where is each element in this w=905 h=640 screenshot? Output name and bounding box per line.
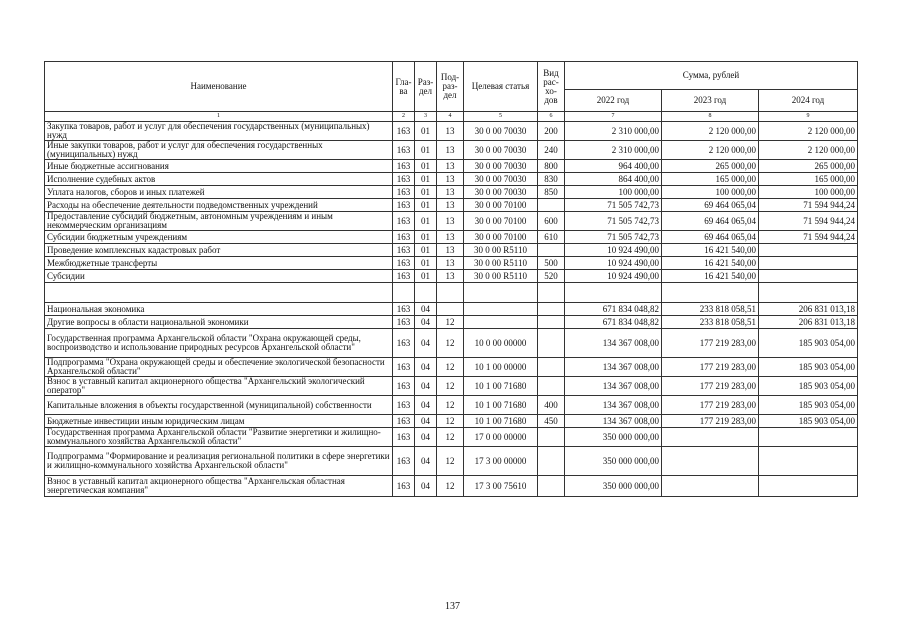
header-glava: Гла-ва: [393, 62, 415, 112]
table-row: [45, 173, 858, 186]
table-body: [45, 122, 858, 497]
row-razdel: 04: [415, 303, 437, 316]
row-name: Проведение комплексных кадастровых работ: [45, 244, 393, 257]
row-podrazdel: 13: [437, 244, 464, 257]
row-name: Взнос в уставный капитал акционерного общества "Архангельский экологический оператор": [45, 377, 393, 396]
row-sum-2022: 10 924 490,00: [565, 257, 662, 270]
table-row: [45, 329, 858, 358]
row-podrazdel: 13: [437, 141, 464, 160]
row-sum-2024: 185 903 054,00: [759, 396, 858, 415]
row-sum-2022: 964 400,00: [565, 160, 662, 173]
row-razdel: 01: [415, 173, 437, 186]
row-razdel: 01: [415, 270, 437, 283]
row-target-article: 30 0 00 70100: [464, 212, 538, 231]
row-podrazdel: 13: [437, 122, 464, 141]
row-podrazdel: 13: [437, 231, 464, 244]
table-row: [45, 257, 858, 270]
table-row: [45, 476, 858, 497]
row-sum-2022: 350 000 000,00: [565, 476, 662, 497]
row-glava: 163: [393, 186, 415, 199]
budget-table: [44, 61, 858, 497]
row-sum-2024: [759, 244, 858, 257]
column-number: 9: [759, 112, 858, 122]
table-row: [45, 212, 858, 231]
row-expense-type: [538, 244, 565, 257]
row-target-article: [464, 303, 538, 316]
row-sum-2024: 185 903 054,00: [759, 377, 858, 396]
row-target-article: 17 3 00 00000: [464, 447, 538, 476]
row-glava: 163: [393, 257, 415, 270]
row-podrazdel: 13: [437, 199, 464, 212]
row-glava: 163: [393, 244, 415, 257]
row-name: Исполнение судебных актов: [45, 173, 393, 186]
column-number: 5: [464, 112, 538, 122]
row-name: Уплата налогов, сборов и иных платежей: [45, 186, 393, 199]
row-sum-2022: 350 000 000,00: [565, 447, 662, 476]
row-sum-2024: 185 903 054,00: [759, 415, 858, 428]
table-row: [45, 186, 858, 199]
row-expense-type: 200: [538, 122, 565, 141]
row-expense-type: 610: [538, 231, 565, 244]
header-expense-type: Вид рас-хо-дов: [538, 62, 565, 112]
row-target-article: 10 1 00 71680: [464, 377, 538, 396]
row-podrazdel: 13: [437, 186, 464, 199]
column-number: 1: [45, 112, 393, 122]
row-podrazdel: [437, 303, 464, 316]
header-podrazdel: Под-раз-дел: [437, 62, 464, 112]
row-razdel: 04: [415, 476, 437, 497]
row-sum-2022: 10 924 490,00: [565, 270, 662, 283]
row-sum-2023: 16 421 540,00: [662, 257, 759, 270]
row-name: Подпрограмма "Формирование и реализация региональной политики в сфере энергетики и жилищно-коммунального хозяйства Архангельской области": [45, 447, 393, 476]
header-year-2022: 2022 год: [565, 90, 662, 112]
row-name: Иные бюджетные ассигнования: [45, 160, 393, 173]
row-glava: 163: [393, 476, 415, 497]
row-podrazdel: 12: [437, 316, 464, 329]
row-target-article: 30 0 00 R5110: [464, 244, 538, 257]
row-expense-type: 600: [538, 212, 565, 231]
row-sum-2023: 69 464 065,04: [662, 212, 759, 231]
row-expense-type: 520: [538, 270, 565, 283]
row-sum-2024: 206 831 013,18: [759, 303, 858, 316]
row-razdel: 01: [415, 244, 437, 257]
header-razdel: Раз-дел: [415, 62, 437, 112]
row-sum-2024: [759, 428, 858, 447]
row-name: Расходы на обеспечение деятельности подведомственных учреждений: [45, 199, 393, 212]
row-glava: [393, 283, 415, 303]
row-razdel: [415, 283, 437, 303]
row-razdel: 01: [415, 141, 437, 160]
row-razdel: 01: [415, 199, 437, 212]
row-target-article: [464, 283, 538, 303]
row-sum-2022: 134 367 008,00: [565, 329, 662, 358]
row-sum-2023: 177 219 283,00: [662, 329, 759, 358]
row-target-article: 17 0 00 00000: [464, 428, 538, 447]
row-sum-2022: 671 834 048,82: [565, 316, 662, 329]
row-sum-2023: 2 120 000,00: [662, 122, 759, 141]
row-expense-type: 830: [538, 173, 565, 186]
row-razdel: 04: [415, 415, 437, 428]
row-sum-2023: 177 219 283,00: [662, 377, 759, 396]
row-expense-type: [538, 358, 565, 377]
row-glava: 163: [393, 428, 415, 447]
row-target-article: 30 0 00 R5110: [464, 257, 538, 270]
row-sum-2022: 2 310 000,00: [565, 141, 662, 160]
row-podrazdel: 12: [437, 377, 464, 396]
table-row: [45, 428, 858, 447]
row-name: Субсидии бюджетным учреждениям: [45, 231, 393, 244]
row-sum-2023: 233 818 058,51: [662, 316, 759, 329]
row-sum-2022: 671 834 048,82: [565, 303, 662, 316]
row-sum-2024: 2 120 000,00: [759, 141, 858, 160]
row-expense-type: [538, 428, 565, 447]
row-glava: 163: [393, 303, 415, 316]
row-podrazdel: 13: [437, 212, 464, 231]
table-row: [45, 283, 858, 303]
row-glava: 163: [393, 141, 415, 160]
row-target-article: 17 3 00 75610: [464, 476, 538, 497]
row-sum-2022: 10 924 490,00: [565, 244, 662, 257]
row-expense-type: [538, 447, 565, 476]
row-target-article: 30 0 00 70100: [464, 199, 538, 212]
row-podrazdel: 13: [437, 173, 464, 186]
row-razdel: 04: [415, 316, 437, 329]
table-row: [45, 244, 858, 257]
row-podrazdel: 12: [437, 447, 464, 476]
row-sum-2023: 177 219 283,00: [662, 358, 759, 377]
row-sum-2024: [759, 476, 858, 497]
row-name: Государственная программа Архангельской области "Развитие энергетики и жилищно-коммунального хозяйства Архангельской области": [45, 428, 393, 447]
column-numbers-row: [45, 112, 858, 122]
row-name: Бюджетные инвестиции иным юридическим лицам: [45, 415, 393, 428]
row-expense-type: 450: [538, 415, 565, 428]
table-row: [45, 303, 858, 316]
row-target-article: 30 0 00 70100: [464, 231, 538, 244]
row-expense-type: [538, 329, 565, 358]
row-sum-2022: [565, 283, 662, 303]
row-sum-2024: 2 120 000,00: [759, 122, 858, 141]
row-razdel: 04: [415, 329, 437, 358]
row-name: Иные закупки товаров, работ и услуг для обеспечения государственных (муниципальных) нужд: [45, 141, 393, 160]
row-razdel: 01: [415, 160, 437, 173]
row-name: Подпрограмма "Охрана окружающей среды и обеспечение экологической безопасности Архангельской области": [45, 358, 393, 377]
row-sum-2023: [662, 447, 759, 476]
row-sum-2024: 165 000,00: [759, 173, 858, 186]
row-sum-2023: 2 120 000,00: [662, 141, 759, 160]
row-target-article: 10 0 00 00000: [464, 329, 538, 358]
row-sum-2024: [759, 447, 858, 476]
row-name: Субсидии: [45, 270, 393, 283]
row-razdel: 04: [415, 358, 437, 377]
row-sum-2022: 134 367 008,00: [565, 396, 662, 415]
row-razdel: 04: [415, 428, 437, 447]
table-row: [45, 141, 858, 160]
row-razdel: 04: [415, 396, 437, 415]
row-razdel: 01: [415, 212, 437, 231]
row-glava: 163: [393, 447, 415, 476]
table-row: [45, 415, 858, 428]
row-glava: 163: [393, 122, 415, 141]
row-name: Другие вопросы в области национальной экономики: [45, 316, 393, 329]
header-sum: Сумма, рублей: [565, 62, 858, 90]
row-expense-type: [538, 316, 565, 329]
row-target-article: 10 1 00 71680: [464, 415, 538, 428]
row-glava: 163: [393, 173, 415, 186]
row-target-article: 30 0 00 70030: [464, 160, 538, 173]
row-razdel: 04: [415, 447, 437, 476]
row-name: [45, 283, 393, 303]
page-number: 137: [445, 601, 460, 612]
table-row: [45, 358, 858, 377]
row-expense-type: [538, 377, 565, 396]
row-sum-2022: 100 000,00: [565, 186, 662, 199]
row-sum-2024: 185 903 054,00: [759, 329, 858, 358]
row-razdel: 04: [415, 377, 437, 396]
column-number: 8: [662, 112, 759, 122]
row-target-article: 30 0 00 70030: [464, 173, 538, 186]
row-expense-type: [538, 303, 565, 316]
row-podrazdel: 12: [437, 476, 464, 497]
row-sum-2022: 71 505 742,73: [565, 199, 662, 212]
row-expense-type: 850: [538, 186, 565, 199]
row-sum-2022: 71 505 742,73: [565, 212, 662, 231]
row-sum-2024: 100 000,00: [759, 186, 858, 199]
header-year-2023: 2023 год: [662, 90, 759, 112]
row-sum-2023: 265 000,00: [662, 160, 759, 173]
row-podrazdel: [437, 283, 464, 303]
row-sum-2022: 864 400,00: [565, 173, 662, 186]
row-sum-2024: 71 594 944,24: [759, 212, 858, 231]
row-target-article: [464, 316, 538, 329]
column-number: 4: [437, 112, 464, 122]
header-target-article: Целевая статья: [464, 62, 538, 112]
row-expense-type: 400: [538, 396, 565, 415]
row-glava: 163: [393, 415, 415, 428]
row-sum-2023: [662, 476, 759, 497]
row-target-article: 30 0 00 70030: [464, 141, 538, 160]
row-podrazdel: 13: [437, 257, 464, 270]
row-podrazdel: 12: [437, 428, 464, 447]
table-row: [45, 396, 858, 415]
row-sum-2022: 350 000 000,00: [565, 428, 662, 447]
row-target-article: 30 0 00 R5110: [464, 270, 538, 283]
row-glava: 163: [393, 358, 415, 377]
row-target-article: 30 0 00 70030: [464, 186, 538, 199]
row-sum-2024: [759, 283, 858, 303]
row-sum-2023: 69 464 065,04: [662, 231, 759, 244]
row-glava: 163: [393, 329, 415, 358]
row-sum-2023: 177 219 283,00: [662, 415, 759, 428]
table-row: [45, 377, 858, 396]
row-glava: 163: [393, 377, 415, 396]
row-sum-2023: 100 000,00: [662, 186, 759, 199]
row-expense-type: [538, 283, 565, 303]
row-target-article: 10 1 00 71680: [464, 396, 538, 415]
row-target-article: 30 0 00 70030: [464, 122, 538, 141]
row-glava: 163: [393, 231, 415, 244]
table-row: [45, 270, 858, 283]
row-name: Государственная программа Архангельской области "Охрана окружающей среды, воспроизводство и использование природных ресурсов Архангельской области": [45, 329, 393, 358]
row-podrazdel: 13: [437, 160, 464, 173]
row-razdel: 01: [415, 186, 437, 199]
row-sum-2024: 206 831 013,18: [759, 316, 858, 329]
row-glava: 163: [393, 199, 415, 212]
row-sum-2022: 2 310 000,00: [565, 122, 662, 141]
row-sum-2024: 265 000,00: [759, 160, 858, 173]
row-sum-2024: 71 594 944,24: [759, 199, 858, 212]
row-podrazdel: 13: [437, 270, 464, 283]
row-glava: 163: [393, 270, 415, 283]
row-glava: 163: [393, 160, 415, 173]
row-podrazdel: 12: [437, 396, 464, 415]
table-row: [45, 199, 858, 212]
row-name: Взнос в уставный капитал акционерного общества "Архангельская областная энергетическая компания": [45, 476, 393, 497]
row-podrazdel: 12: [437, 415, 464, 428]
column-number: 7: [565, 112, 662, 122]
row-name: Межбюджетные трансферты: [45, 257, 393, 270]
table-row: [45, 447, 858, 476]
row-sum-2024: [759, 257, 858, 270]
row-sum-2024: 71 594 944,24: [759, 231, 858, 244]
row-sum-2023: [662, 428, 759, 447]
row-sum-2024: [759, 270, 858, 283]
row-sum-2023: 165 000,00: [662, 173, 759, 186]
row-sum-2023: 177 219 283,00: [662, 396, 759, 415]
table-row: [45, 122, 858, 141]
row-expense-type: [538, 476, 565, 497]
row-sum-2023: 233 818 058,51: [662, 303, 759, 316]
row-target-article: 10 1 00 00000: [464, 358, 538, 377]
row-sum-2022: 134 367 008,00: [565, 377, 662, 396]
row-expense-type: 800: [538, 160, 565, 173]
table-row: [45, 316, 858, 329]
row-name: Национальная экономика: [45, 303, 393, 316]
column-number: 6: [538, 112, 565, 122]
row-expense-type: [538, 199, 565, 212]
row-sum-2022: 134 367 008,00: [565, 415, 662, 428]
row-podrazdel: 12: [437, 329, 464, 358]
row-sum-2023: 16 421 540,00: [662, 270, 759, 283]
header-year-2024: 2024 год: [759, 90, 858, 112]
row-glava: 163: [393, 396, 415, 415]
row-sum-2022: 71 505 742,73: [565, 231, 662, 244]
row-sum-2024: 185 903 054,00: [759, 358, 858, 377]
table-row: [45, 231, 858, 244]
row-expense-type: 240: [538, 141, 565, 160]
row-sum-2023: [662, 283, 759, 303]
row-name: Предоставление субсидий бюджетным, автономным учреждениям и иным некоммерческим организациям: [45, 212, 393, 231]
row-sum-2022: 134 367 008,00: [565, 358, 662, 377]
row-razdel: 01: [415, 231, 437, 244]
row-name: Закупка товаров, работ и услуг для обеспечения государственных (муниципальных) нужд: [45, 122, 393, 141]
row-sum-2023: 16 421 540,00: [662, 244, 759, 257]
row-razdel: 01: [415, 257, 437, 270]
row-razdel: 01: [415, 122, 437, 141]
row-podrazdel: 12: [437, 358, 464, 377]
row-glava: 163: [393, 212, 415, 231]
row-sum-2023: 69 464 065,04: [662, 199, 759, 212]
table-row: [45, 160, 858, 173]
row-glava: 163: [393, 316, 415, 329]
column-number: 2: [393, 112, 415, 122]
header-name: Наименование: [45, 62, 393, 112]
row-expense-type: 500: [538, 257, 565, 270]
row-name: Капитальные вложения в объекты государственной (муниципальной) собственности: [45, 396, 393, 415]
column-number: 3: [415, 112, 437, 122]
